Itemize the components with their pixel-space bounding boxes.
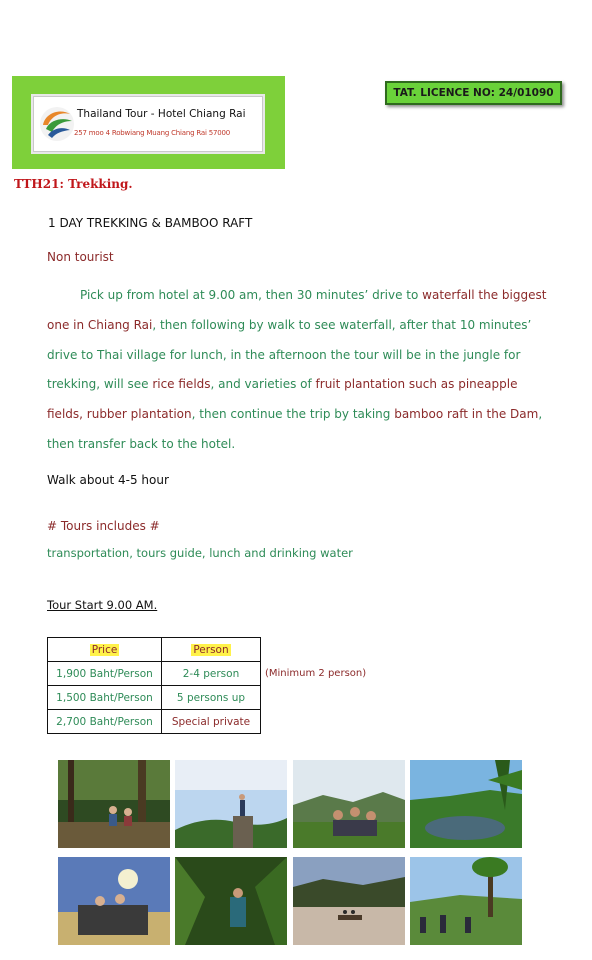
company-logo-frame	[12, 76, 285, 169]
tour-code-title: TTH21: Trekking.	[14, 177, 133, 191]
photo-bamboo-raft-dam	[293, 857, 405, 945]
person-column-header: Person	[162, 638, 261, 662]
description-highlight: rice fields	[152, 377, 211, 392]
tour-start-time: Tour Start 9.00 AM.	[47, 598, 158, 612]
description-segment: Pick up from hotel at 9.00 am, then 30 minutes’ drive to	[80, 288, 423, 302]
photo-hiker-on-rock	[175, 760, 287, 848]
tour-description	[47, 281, 552, 460]
photo-group-selfie-hills	[293, 760, 405, 848]
photo-group-at-viewpoint	[410, 857, 522, 945]
photo-tourists-in-truck	[58, 857, 170, 945]
photo-trekking-group-forest	[58, 760, 170, 848]
description-highlight: fruit plantation such as pineapple fields, rubber plantation	[47, 377, 518, 422]
minimum-note: (Minimum 2 person)	[265, 668, 367, 679]
description-segment: , and varieties of	[210, 377, 316, 392]
table-row	[48, 710, 261, 734]
price-column-header: Price	[48, 638, 162, 662]
tour-name: 1 DAY TREKKING & BAMBOO RAFT	[48, 216, 253, 230]
includes-list: transportation, tours guide, lunch and drinking water	[47, 546, 353, 560]
price-cell: 2,700 Baht/Person	[48, 710, 162, 734]
price-table	[47, 637, 261, 734]
price-table-header	[48, 638, 261, 662]
walk-duration: Walk about 4-5 hour	[47, 473, 169, 487]
price-cell: 1,500 Baht/Person	[48, 686, 162, 710]
includes-heading: # Tours includes #	[47, 519, 160, 533]
photo-jungle-pond	[410, 760, 522, 848]
company-logo	[33, 96, 263, 152]
description-highlight: waterfall the biggest one in Chiang Rai	[47, 288, 547, 332]
tour-type: Non tourist	[47, 250, 114, 264]
company-name: Thailand Tour - Hotel Chiang Rai	[77, 108, 246, 120]
description-segment: , then following by walk to see waterfall, after that 10 minutes’ drive to Thai village for lunch, in the afternoon the tour will be in the jungle for trekking, will see	[47, 317, 532, 392]
photo-hiker-in-jungle	[175, 857, 287, 945]
table-row	[48, 662, 261, 686]
person-cell: 2-4 person	[162, 662, 261, 686]
price-cell: 1,900 Baht/Person	[48, 662, 162, 686]
description-segment: , then continue the trip by taking	[191, 407, 395, 422]
person-cell: Special private	[162, 710, 261, 734]
description-segment: , then transfer back to the hotel.	[47, 407, 543, 451]
company-address: 257 moo 4 Robwiang Muang Chiang Rai 57000	[74, 129, 230, 137]
person-cell: 5 persons up	[162, 686, 261, 710]
table-row	[48, 686, 261, 710]
swoosh-logo-icon	[38, 105, 76, 143]
licence-badge: TAT. LICENCE NO: 24/01090	[385, 81, 562, 105]
description-highlight: bamboo raft in the Dam	[394, 407, 539, 422]
